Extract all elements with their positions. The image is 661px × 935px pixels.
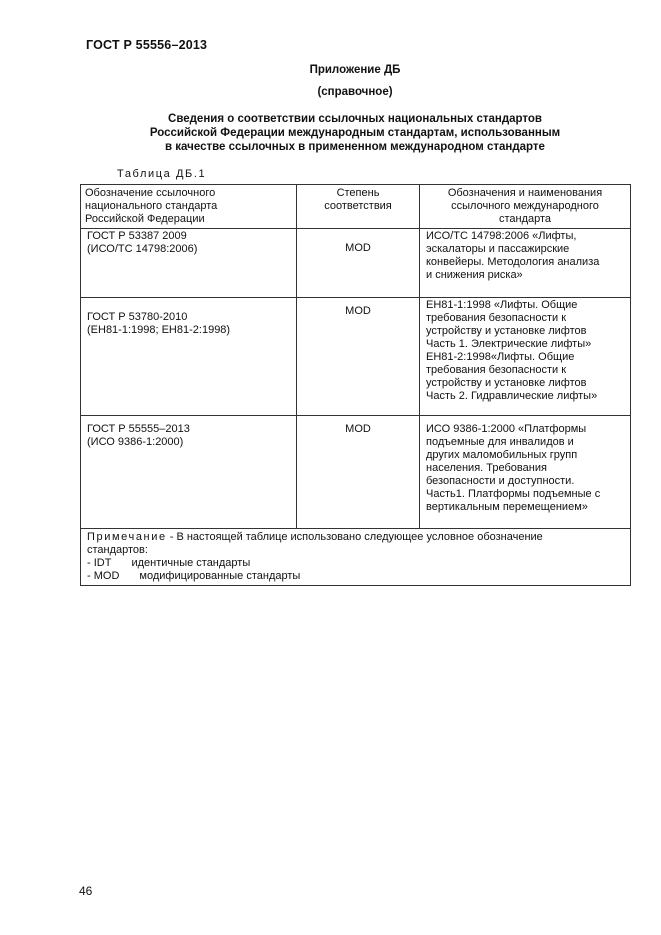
header-international [420,185,631,229]
international-standard-cell [420,229,631,298]
header-degree [297,185,420,229]
text-line: безопасности и доступности. [426,475,575,487]
note-line [87,531,624,544]
caption-line: Российской Федерации международным стандартам, использованным [149,127,561,139]
caption-line: Сведения о соответствии ссылочных национальных стандартов [168,113,542,125]
text-line: Часть 1. Электрические лифты» [426,338,592,350]
national-standard-code: ГОСТ Р 55555–2013 [87,423,190,435]
header-line: национального стандарта [85,200,218,212]
standards-table [80,184,631,586]
text-line: устройству и установке лифтов [426,377,587,389]
text-line: конвейеры. Методология анализа [426,256,600,268]
text-line: эскалаторы и пассажирские [426,243,570,255]
table-label: Таблица ДБ.1 [117,168,207,180]
text-line: вертикальным перемещением» [426,501,588,513]
header-line: соответствия [324,200,392,212]
text-line: Часть1. Платформы подъемные с [426,488,601,500]
table-row [81,298,631,416]
table-header-row [81,185,631,229]
note-code: - IDT [87,557,112,569]
note-item [87,557,624,570]
appendix-title: Приложение ДБ [309,64,401,76]
note-code: - MOD [87,570,120,582]
table-row [81,229,631,298]
text-line: требования безопасности к [426,364,567,376]
national-standard-cell [81,416,297,529]
header-national [81,185,297,229]
degree-cell [297,229,420,298]
national-standard-code: ГОСТ Р 53387 2009 [87,230,187,242]
header-line: Степень [336,187,380,199]
international-standard-cell [420,416,631,529]
header-line: Обозначение ссылочного [85,187,216,199]
text-line: других маломобильных групп [426,449,578,461]
text-line: ЕН81-1:1998 «Лифты. Общие [426,299,578,311]
document-code: ГОСТ Р 55556–2013 [86,38,208,52]
text-line: ИСО 9386-1:2000 «Платформы [426,423,587,435]
note-line: стандартов: [87,544,148,556]
page-number: 46 [79,884,93,898]
note-prefix: Примечание [87,531,167,543]
text-line: ЕН81-2:1998«Лифты. Общие [426,351,575,363]
header-line: Обозначения и наименования [447,187,603,199]
text-line: подъемные для инвалидов и [426,436,574,448]
degree-value: MOD [345,423,371,435]
text-line: требования безопасности к [426,312,567,324]
appendix-caption [80,112,630,154]
table-row [81,416,631,529]
international-ref: (ИСО/ТС 14798:2006) [87,243,198,255]
caption-line: в качестве ссылочных в примененном международном стандарте [165,141,545,153]
degree-value: MOD [345,305,371,317]
degree-value: MOD [345,242,371,254]
note-desc: модифицированные стандарты [139,570,301,582]
national-standard-cell [81,298,297,416]
text-line: устройству и установке лифтов [426,325,587,337]
international-ref: (ИСО 9386-1:2000) [87,436,184,448]
text-line: и снижения риска» [426,269,523,281]
text-line: населения. Требования [426,462,547,474]
note-desc: идентичные стандарты [131,557,251,569]
header-line: ссылочного международного [451,200,599,212]
text-line: Часть 2. Гидравлические лифты» [426,390,598,402]
text-line: ИСО/ТС 14798:2006 «Лифты, [426,230,577,242]
table-note-row [81,529,631,586]
international-standard-cell [420,298,631,416]
note-item [87,570,624,583]
degree-cell [297,298,420,416]
appendix-subtitle: (справочное) [317,86,393,98]
table-note [81,529,631,586]
national-standard-code: ГОСТ Р 53780-2010 [87,311,188,323]
header-line: Российской Федерации [85,213,205,225]
note-text: - В настоящей таблице использовано следующее условное обозначение [166,531,543,543]
international-ref: (ЕН81-1:1998; ЕН81-2:1998) [87,324,231,336]
degree-cell [297,416,420,529]
national-standard-cell [81,229,297,298]
header-line: стандарта [498,213,552,225]
